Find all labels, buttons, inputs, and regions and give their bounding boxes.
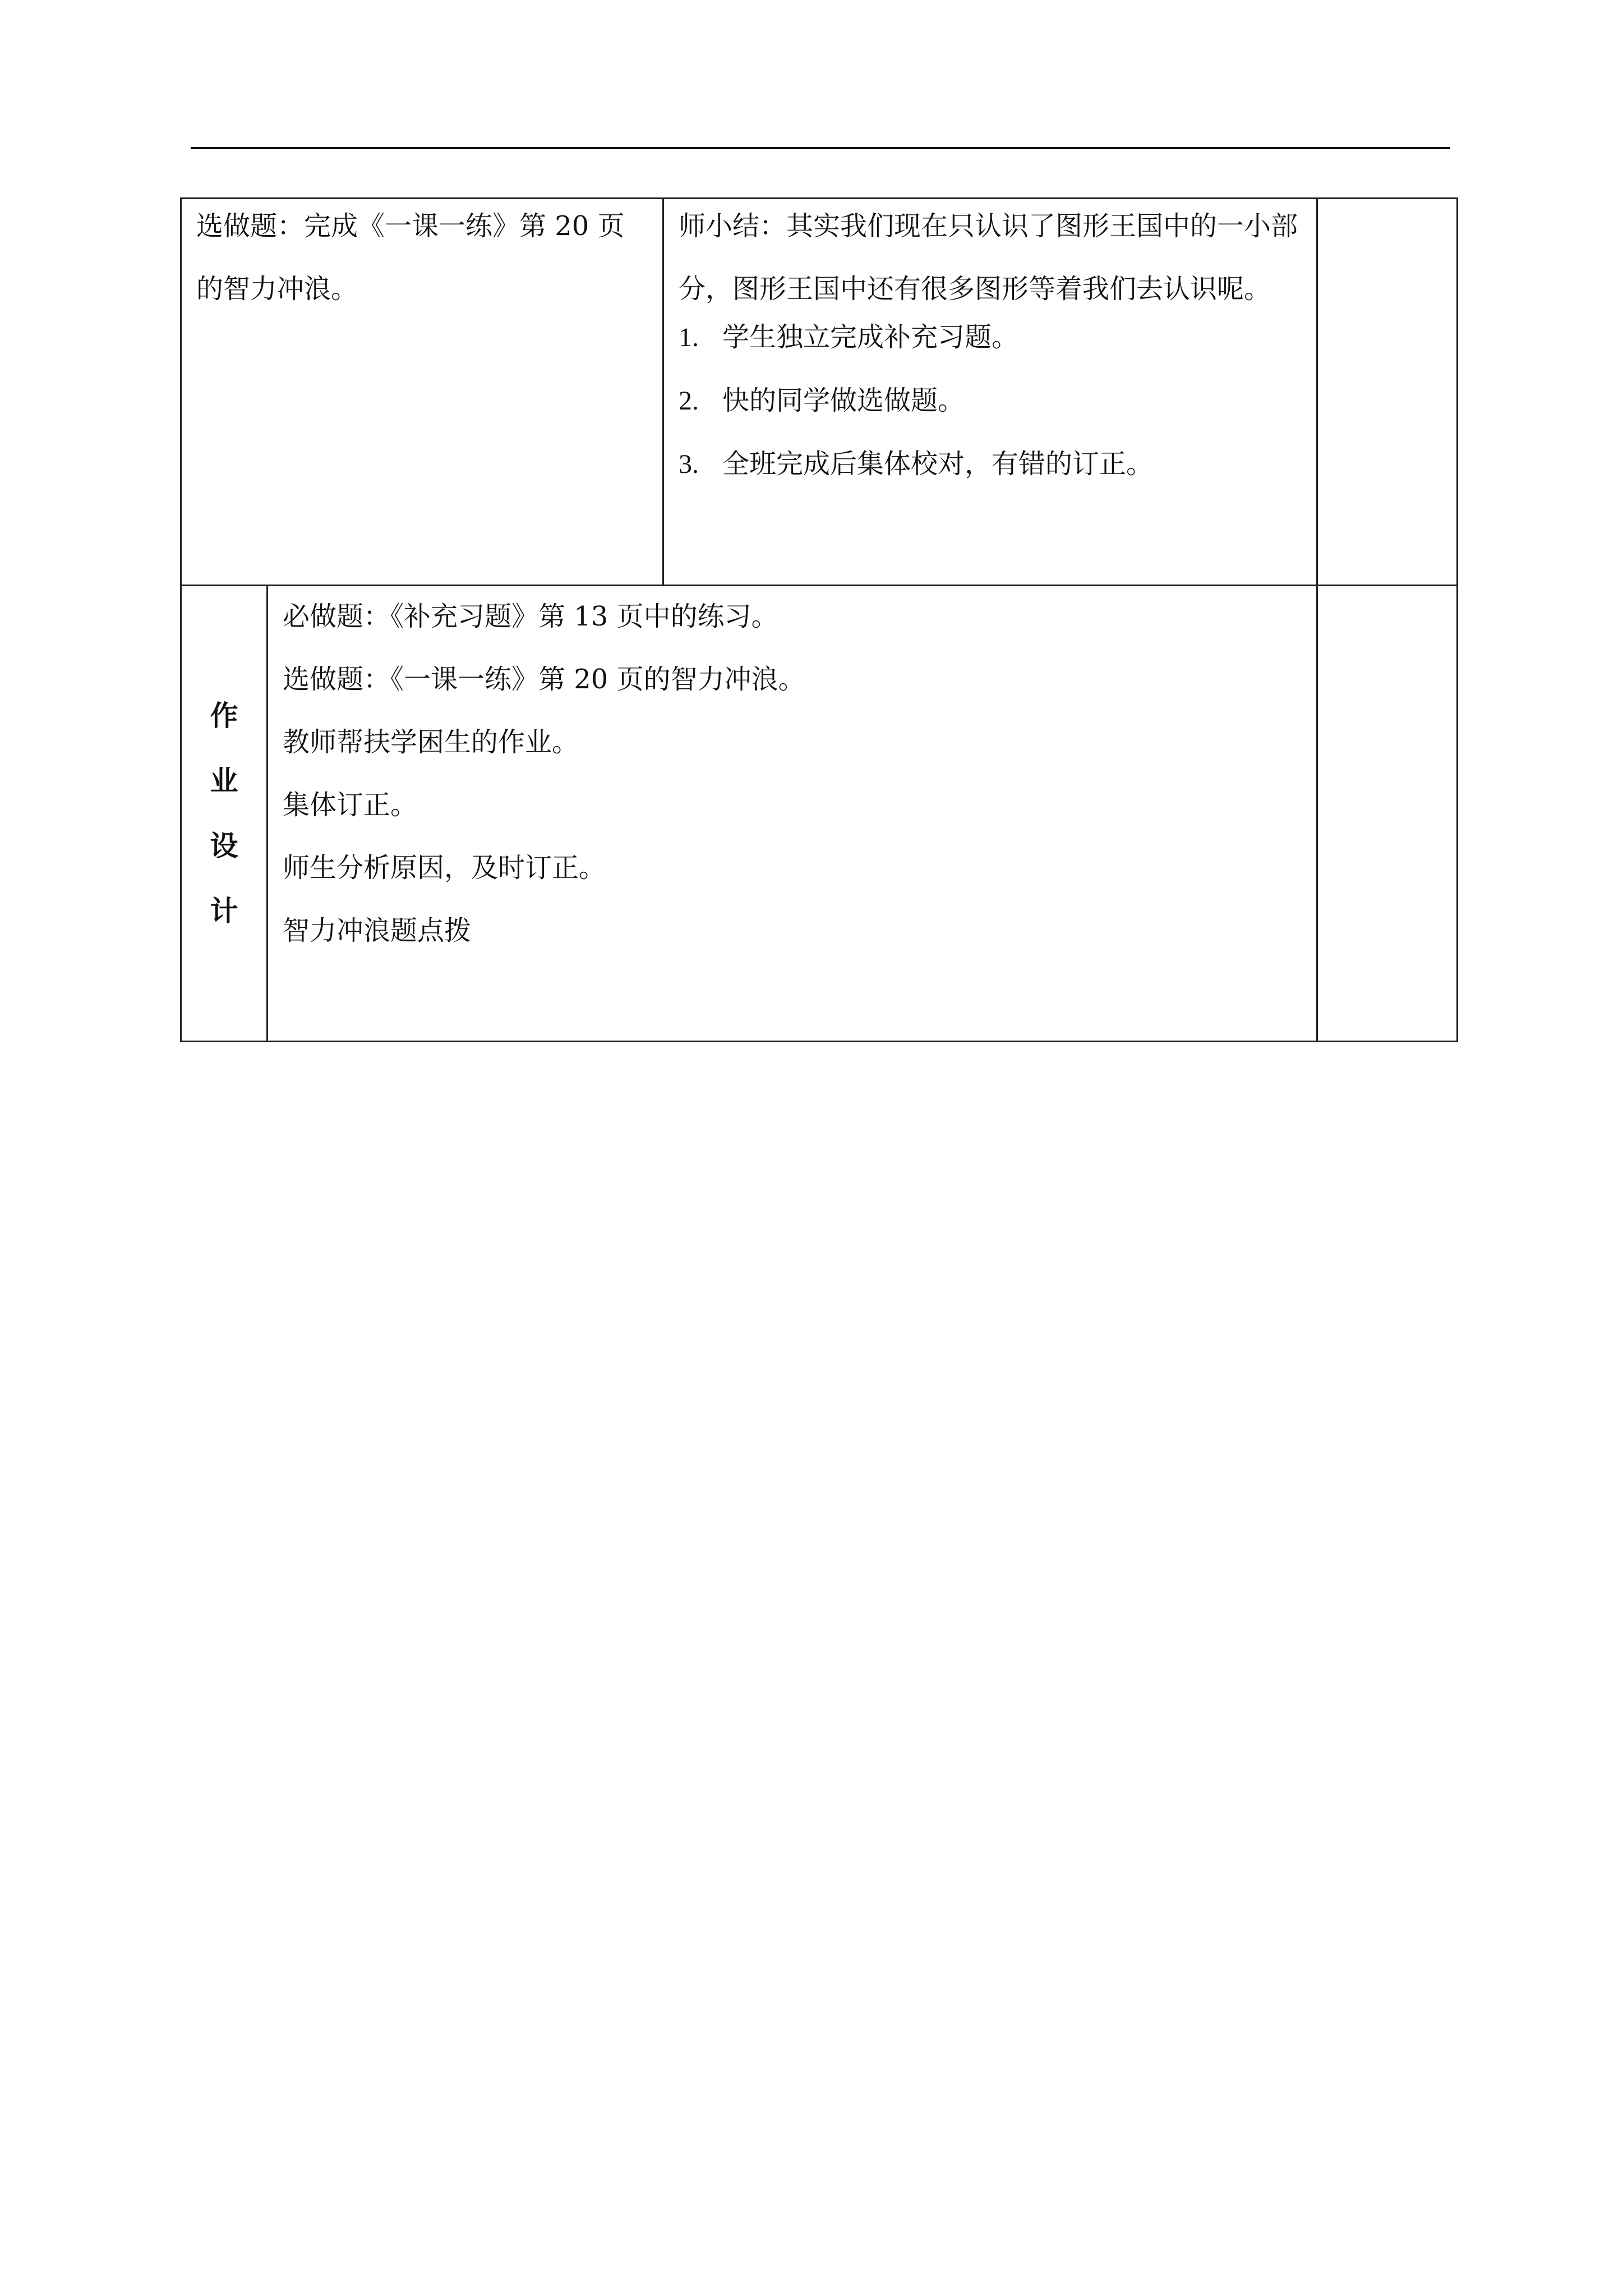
list-text: 全班完成后集体校对，有错的订正。	[722, 448, 1154, 480]
header-rule	[191, 147, 1450, 149]
teacher-summary: 师小结：其实我们现在只认识了图形王国中的一小部分，图形王国中还有很多图形等着我们去认识呢。	[679, 210, 1298, 305]
homework-line: 集体订正。	[283, 789, 418, 821]
list-item	[679, 448, 1303, 480]
activity-cell	[663, 199, 1317, 586]
table-row	[181, 586, 1458, 1042]
list-number: 3.	[679, 449, 699, 479]
label-char: 计	[210, 895, 238, 927]
homework-line: 智力冲浪题点拨	[283, 915, 472, 946]
homework-design-label	[182, 683, 266, 944]
label-char: 作	[210, 700, 238, 732]
notes-cell	[1317, 199, 1458, 586]
optional-homework: 选做题：《一课一练》第 20 页的智力冲浪。	[283, 664, 805, 695]
table-row	[181, 199, 1458, 586]
list-text: 快的同学做选做题。	[722, 385, 965, 416]
label-char: 设	[210, 830, 238, 862]
homework-content-cell	[268, 586, 1317, 1042]
homework-label-cell	[181, 586, 268, 1042]
list-item	[679, 321, 1303, 353]
notes-cell	[1317, 586, 1458, 1042]
list-text: 学生独立完成补充习题。	[722, 321, 1019, 353]
homework-line: 师生分析原因，及时订正。	[283, 852, 606, 884]
required-homework: 必做题：《补充习题》第 13 页中的练习。	[283, 601, 778, 632]
list-number: 2.	[679, 386, 699, 416]
list-number: 1.	[679, 323, 699, 352]
optional-exercise-text: 选做题：完成《一课一练》第 20 页的智力冲浪。	[196, 210, 625, 305]
lesson-plan-table	[180, 197, 1458, 1042]
exercise-cell	[181, 199, 663, 586]
list-item	[679, 385, 1303, 417]
label-char: 业	[210, 765, 238, 797]
homework-line: 教师帮扶学困生的作业。	[283, 726, 579, 758]
